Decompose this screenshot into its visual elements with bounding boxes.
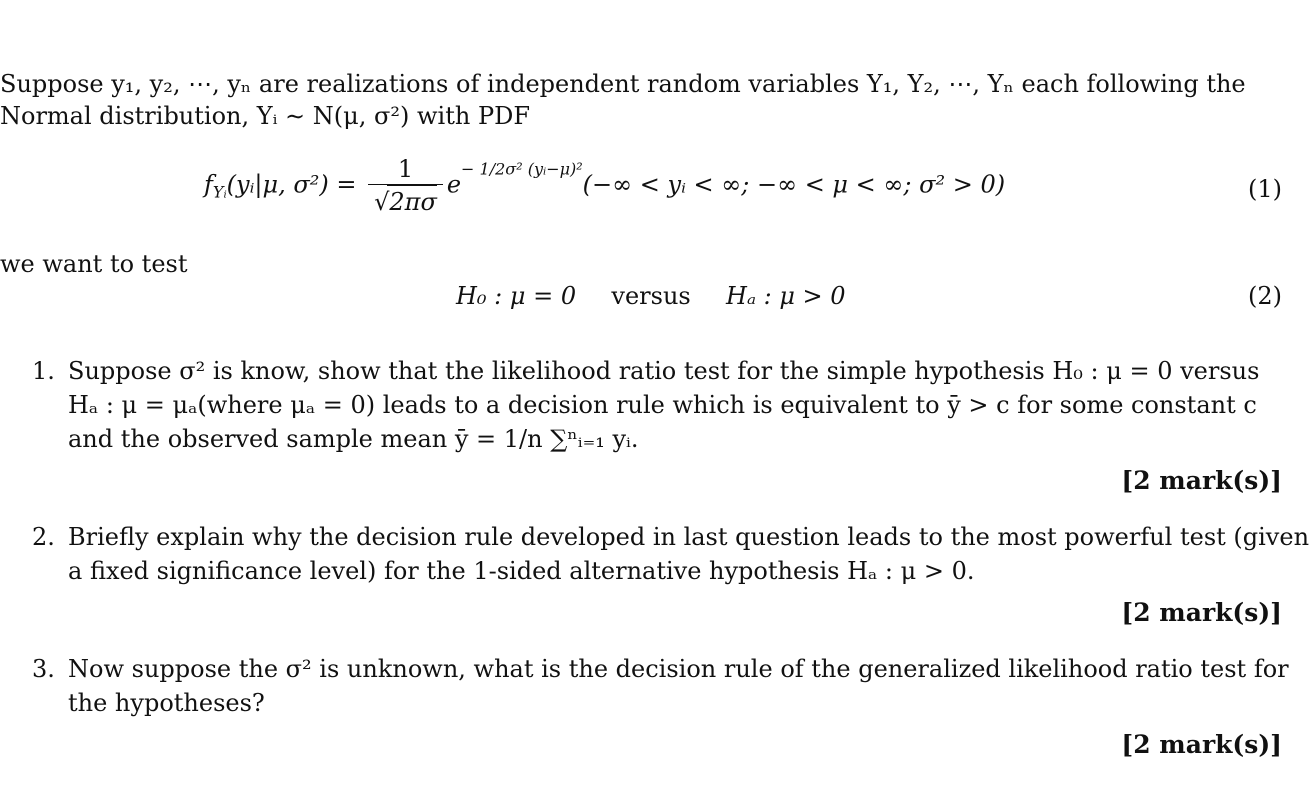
eq1-exponent: − 1/2σ² (yᵢ−μ)²: [461, 159, 583, 179]
eq1-numerator: 1: [368, 154, 443, 185]
item-2-number: 2.: [32, 523, 55, 551]
equation-2-number: (2): [1248, 282, 1282, 310]
item-1-number: 1.: [32, 357, 55, 385]
eq1-condition: (−∞ < yᵢ < ∞; −∞ < μ < ∞; σ² > 0): [582, 170, 1006, 199]
item-1-line-2: Hₐ : μ = μₐ(where μₐ = 0) leads to a decision rule which is equivalent to ȳ > c for some constant c: [68, 391, 1257, 419]
equation-2: [456, 282, 846, 310]
item-1-mark: [2 mark(s)]: [1121, 466, 1282, 495]
eq1-f: f: [204, 170, 213, 199]
intro-line-2: Normal distribution, Yᵢ ∼ N(μ, σ²) with PDF: [0, 102, 530, 130]
item-2-line-1: Briefly explain why the decision rule developed in last question leads to the most powerful test (given: [68, 523, 1310, 551]
test-intro: we want to test: [0, 250, 188, 278]
eq1-denominator: [368, 185, 443, 218]
eq1-args: (yᵢ|μ, σ²) =: [226, 170, 357, 199]
equation-1: [204, 154, 1005, 218]
eq2-ha: Hₐ : μ > 0: [726, 282, 846, 310]
item-1-line-3: and the observed sample mean ȳ = 1/n ∑ⁿᵢ₌₁ yᵢ.: [68, 425, 639, 453]
item-3-mark: [2 mark(s)]: [1121, 730, 1282, 759]
eq1-fraction: [368, 154, 443, 218]
sqrt-symbol: √: [374, 188, 390, 216]
eq1-f-subscript: Yᵢ: [212, 182, 227, 202]
item-1-line-1: Suppose σ² is know, show that the likelihood ratio test for the simple hypothesis H₀ : μ = 0 versus: [68, 357, 1260, 385]
eq1-e: e: [446, 170, 462, 199]
item-3-line-2: the hypotheses?: [68, 689, 265, 717]
equation-1-number: (1): [1248, 175, 1282, 203]
intro-line-1: Suppose y₁, y₂, ⋯, yₙ are realizations of independent random variables Y₁, Y₂, ⋯, Yₙ each following the: [0, 70, 1246, 98]
item-2-line-2: a fixed significance level) for the 1-sided alternative hypothesis Hₐ : μ > 0.: [68, 557, 975, 585]
item-2-mark: [2 mark(s)]: [1121, 598, 1282, 627]
eq2-versus: versus: [611, 282, 691, 310]
item-3-line-1: Now suppose the σ² is unknown, what is the decision rule of the generalized likelihood ratio test for: [68, 655, 1289, 683]
eq1-sqrt-content: 2πσ: [387, 185, 436, 218]
item-3-number: 3.: [32, 655, 55, 683]
eq2-h0: H₀ : μ = 0: [456, 282, 577, 310]
